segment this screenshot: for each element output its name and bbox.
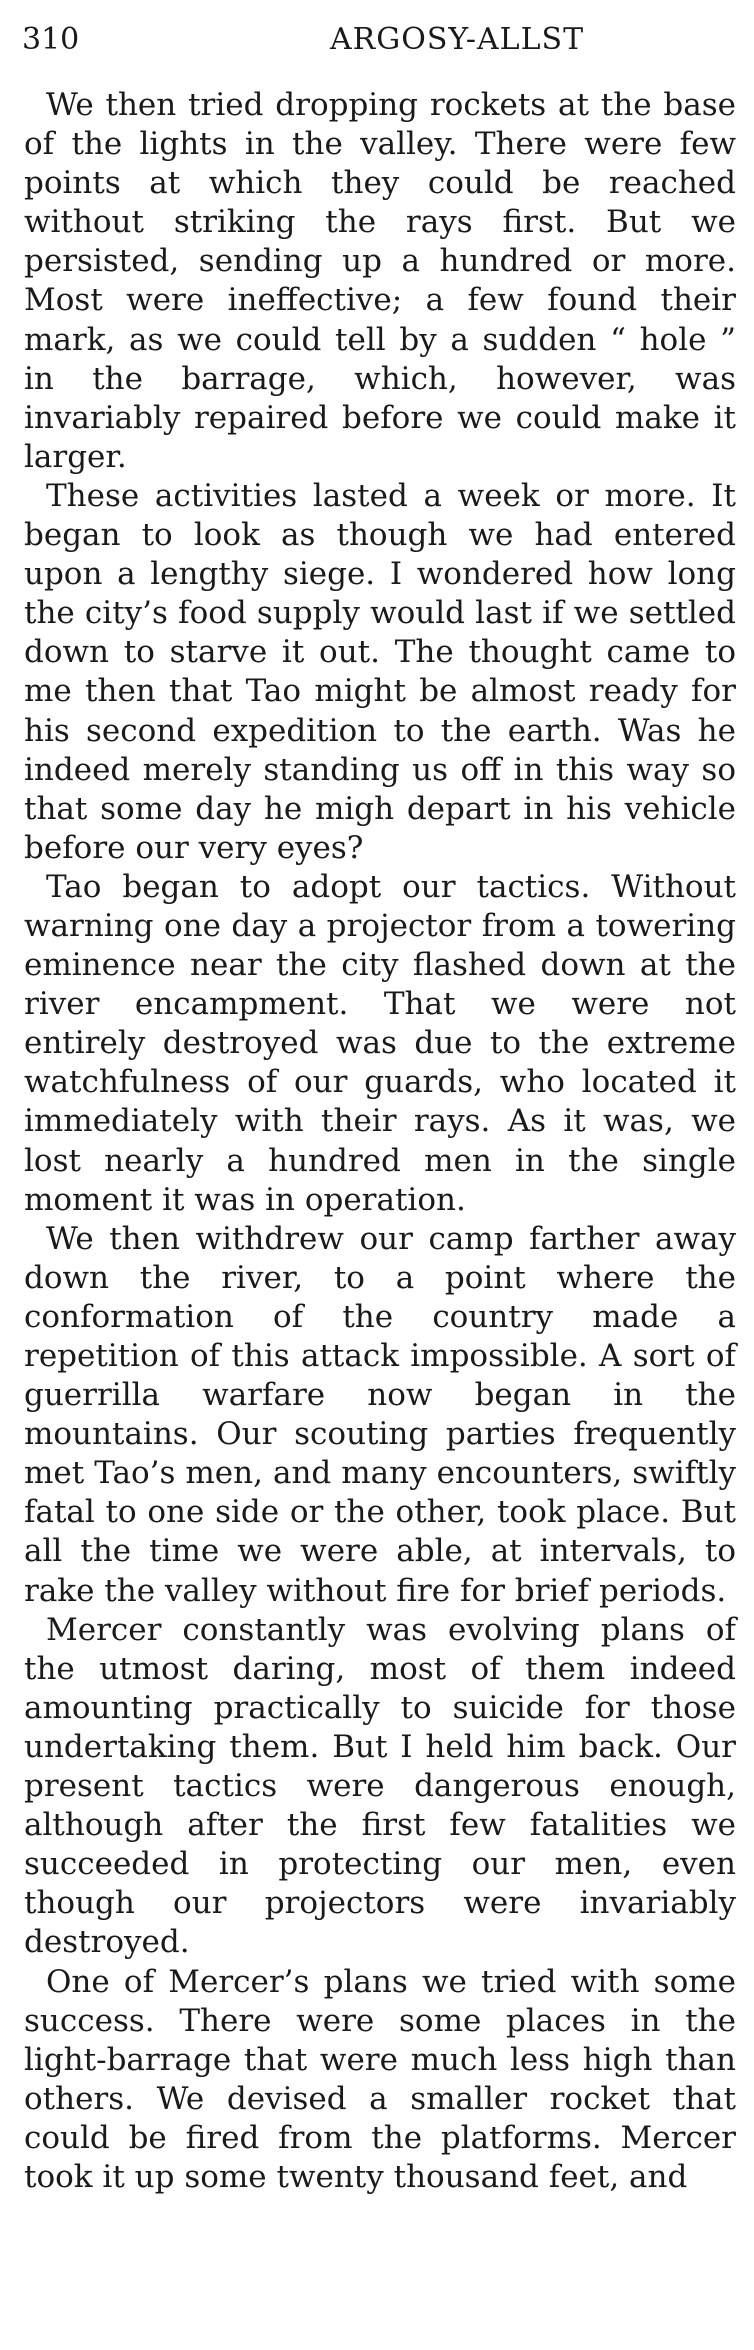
paragraph: Tao began to adopt our tactics. Without warning one day a projector from a towering eminence near the city flashed down at the river encampment. That we were not entirely destroyed was due to the extreme watchfulness of our guards, who located it immediately with their rays. As it was, we lost nearly a hundred men in the single moment it was in operation. <box>24 868 736 1218</box>
page-number: 310 <box>22 22 80 57</box>
paragraph: Mercer constantly was evolving plans of the utmost daring, most of them indeed amounting practically to suicide for those undertaking them. But I held him back. Our present tactics were dangerous enough, although after the first few fatalities we succeeded in protecting our men, even though our projectors were invariably destroyed. <box>24 1611 736 1961</box>
page-header <box>22 22 754 62</box>
paragraph: We then tried dropping rockets at the base of the lights in the valley. There were few points at which they could be reached without striking the rays first. But we persisted, sending up a hundred or more. Most were ineffective; a few found their mark, as we could tell by a sudden “ hole ” in the barrage, which, however, was invariably repaired before we could make it larger. <box>24 87 736 475</box>
running-head: ARGOSY-ALLST <box>330 22 585 57</box>
paragraph: We then withdrew our camp farther away down the river, to a point where the conformation of the country made a repetition of this attack impossible. A sort of guerrilla warfare now began in the mountains. Our scouting parties frequently met Tao’s men, and many encounters, swiftly fatal to one side or the other, took place. But all the time we were able, at intervals, to rake the valley without fire for brief periods. <box>24 1220 736 1609</box>
paragraph: These activities lasted a week or more. It began to look as though we had entered upon a lengthy siege. I wondered how long the city’s food supply would last if we settled down to starve it out. The thought came to me then that Tao might be almost ready for his second expedition to the earth. Was he indeed merely standing us off in this way so that some day he migh depart in his vehicle before our very eyes? <box>24 477 736 866</box>
body-text <box>24 86 736 2197</box>
paragraph: One of Mercer’s plans we tried with some success. There were some places in the light-barrage that were much less high than others. We devised a smaller rocket that could be fired from the platforms. Mercer took it up some twenty thousand feet, and <box>24 1963 736 2195</box>
